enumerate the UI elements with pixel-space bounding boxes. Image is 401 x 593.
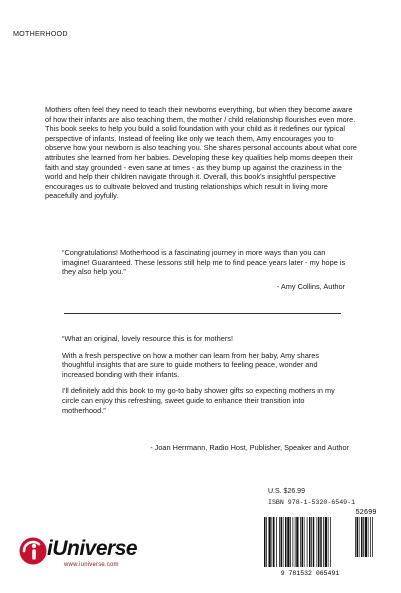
barcode-bar <box>296 517 298 567</box>
barcode-bar <box>311 517 312 567</box>
review-attribution: - Joan Herrmann, Radio Host, Publisher, Speaker and Author <box>150 443 349 452</box>
barcode-addon-bar <box>365 517 367 557</box>
barcode-bar <box>293 517 294 567</box>
barcode-bar <box>318 517 320 567</box>
barcode-bar <box>313 517 315 567</box>
barcode-bar <box>330 517 331 567</box>
barcode-bar <box>279 517 280 567</box>
barcode-addon-bar <box>361 517 363 557</box>
barcode-bar <box>300 517 301 567</box>
barcode-addon-bar <box>363 517 364 557</box>
barcode-graphic <box>262 507 381 577</box>
barcode-bar <box>323 517 324 567</box>
barcode-bar <box>325 517 327 567</box>
price-label: U.S. $26.99 <box>268 488 305 495</box>
back-cover-blurb: Mothers often feel they need to teach their newborns everything, but when they become aware of how their infants are also teaching them, the mother / child relationship flourishes even more. This book seeks to help you build a solid foundation with your child as it redefines our typical perspective of infants. Instead of feeling like only we teach them, Amy encourages you to observe how your newborn is also teaching you. She shares personal accounts about what core attributes she learned from her babies. Developing these key qualities help moms deepen their faith and stay grounded - even sane at times - as they bump up against the craziness in the world and help their children navigate through it. Overall, this book's insightful perspective encourages us to cultivate beloved and trusting relationships which result in living more peacefully and joyfully. <box>45 105 357 201</box>
barcode-addon-bar <box>368 517 369 557</box>
review-paragraph: I'll definitely add this book to my go-to baby shower gifts so expecting mothers in my circle can enjoy this refreshing, sweet guide to enhance their transition into motherhood.” <box>62 386 335 415</box>
barcode-bar <box>273 517 275 567</box>
barcode-bar <box>302 517 304 567</box>
barcode <box>262 507 381 577</box>
barcode-bar <box>281 517 283 567</box>
category-label: MOTHERHOOD <box>13 29 68 38</box>
barcode-bar <box>295 517 296 567</box>
barcode-bar <box>290 517 291 567</box>
review-quote <box>62 334 347 422</box>
barcode-bar <box>307 517 308 567</box>
publisher-url: www.iuniverse.com <box>64 562 119 568</box>
barcode-bar <box>304 517 305 567</box>
barcode-bar <box>283 517 284 567</box>
barcode-bar <box>264 517 266 567</box>
barcode-bar <box>317 517 318 567</box>
barcode-bar <box>285 517 287 567</box>
isbn-label: ISBN 978-1-5320-6549-1 <box>268 499 356 506</box>
barcode-number: 9 781532 065491 <box>280 570 340 577</box>
barcode-bar <box>328 517 329 567</box>
barcode-addon-bar <box>355 517 356 557</box>
barcode-bar <box>309 517 311 567</box>
quote-author-attribution: - Amy Collins, Author <box>276 282 345 291</box>
barcode-bar <box>269 517 271 567</box>
barcode-bar <box>287 517 289 567</box>
review-paragraph: With a fresh perspective on how a mother can learn from her baby, Amy shares thoughtful insights that are sure to guide mothers to feeling peace, wonder and increased bonding with their infants. <box>62 350 320 379</box>
barcode-bar <box>272 517 273 567</box>
barcode-bar <box>266 517 267 567</box>
barcode-addon-bar <box>359 517 360 557</box>
iuniverse-logo-icon <box>18 536 48 566</box>
barcode-bar <box>276 517 277 567</box>
barcode-bar <box>320 517 322 567</box>
review-paragraph: “What an original, lovely resource this is for mothers! <box>62 334 234 343</box>
barcode-addon-bar <box>372 517 373 557</box>
quote-author: “Congratulations! Motherhood is a fascinating journey in more ways than you can imagine! Guaranteed. These lessons still help me to find peace years later - my hope is they also help you.” <box>62 248 346 277</box>
barcode-addon-number: 52699 <box>355 509 377 517</box>
barcode-addon-bar <box>370 517 371 557</box>
barcode-addon-bar <box>357 517 359 557</box>
publisher-name: iUniverse <box>47 537 138 560</box>
section-divider <box>64 313 341 314</box>
